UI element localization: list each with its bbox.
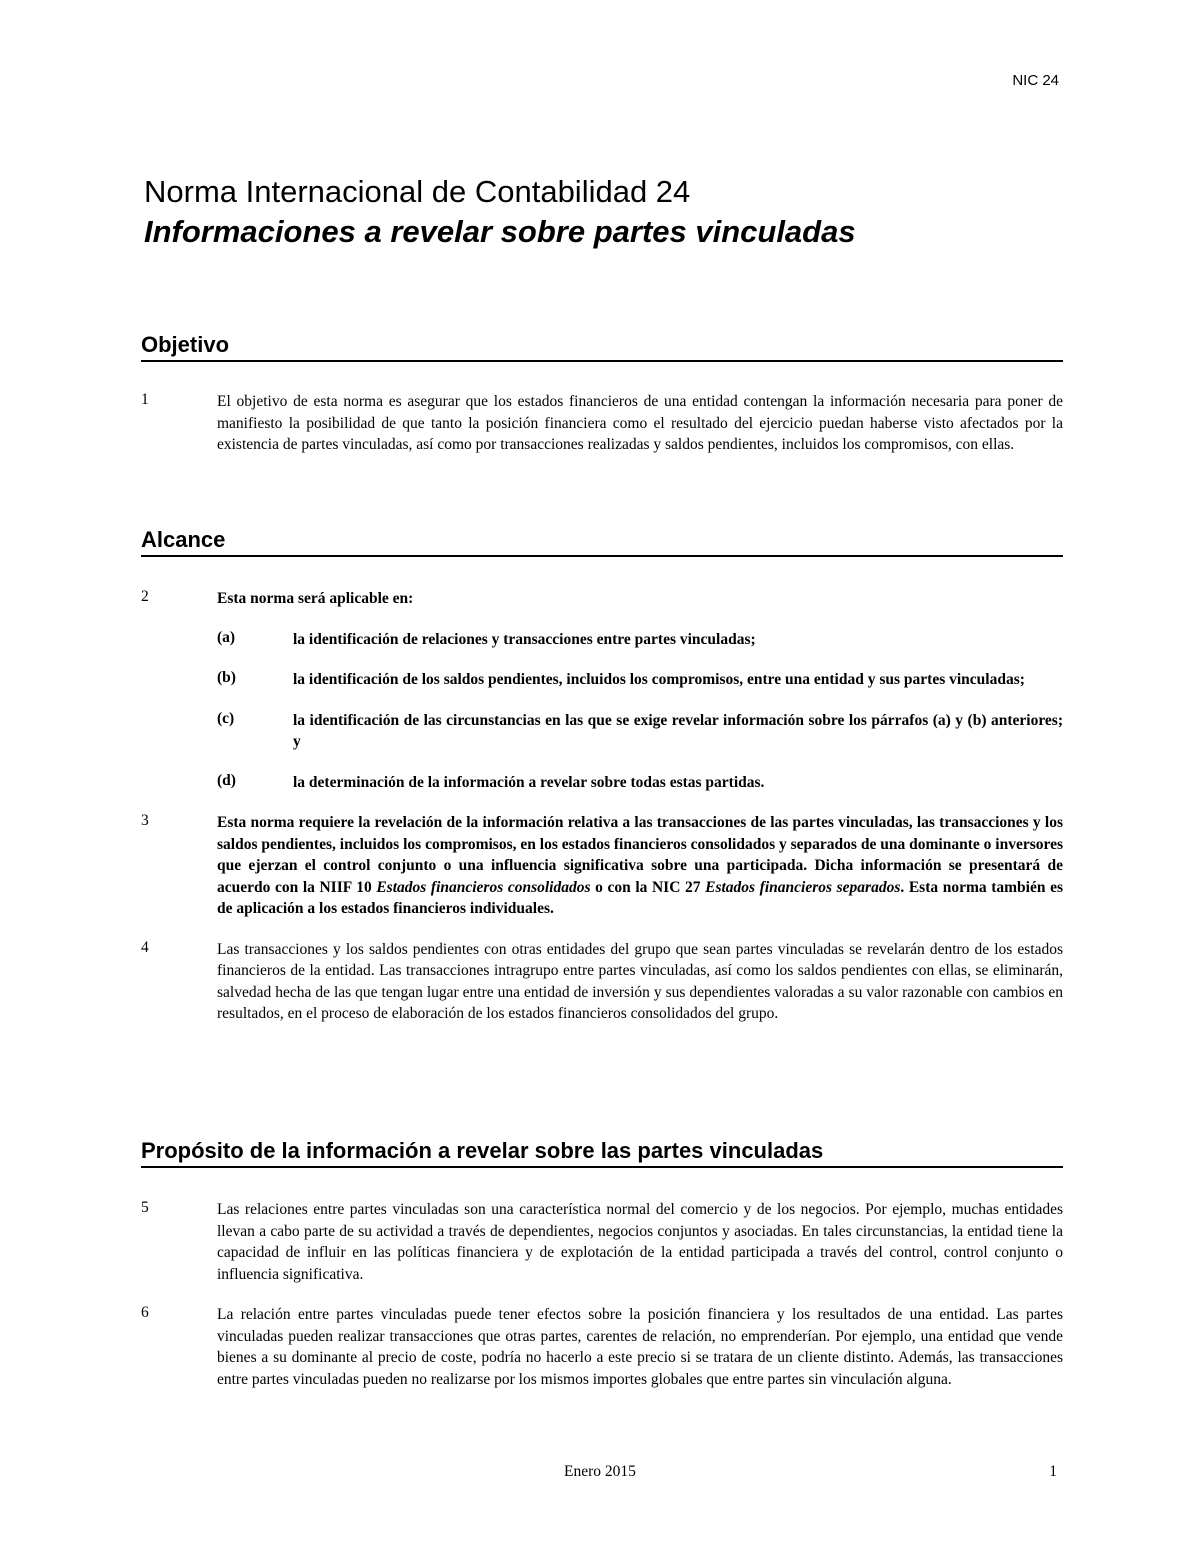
- paragraph-3: [141, 812, 1063, 920]
- paragraph-1: [141, 391, 1063, 456]
- list-item-label: (b): [217, 669, 236, 686]
- list-item-text: la determinación de la información a revelar sobre todas estas partidas.: [293, 773, 765, 791]
- paragraph-5: [141, 1199, 1063, 1285]
- section-alcance: [141, 527, 1063, 1025]
- paragraph-number: 3: [141, 812, 149, 829]
- paragraph-number: 4: [141, 938, 149, 956]
- list-item-text: la identificación de las circunstancias en las que se exige revelar información sobre los párrafos (a) y (b) anteriores; y: [293, 711, 1063, 750]
- list-item-text: la identificación de los saldos pendientes, incluidos los compromisos, entre una entidad y sus partes vinculadas;: [293, 671, 1025, 688]
- paragraph-number: 5: [141, 1199, 149, 1216]
- section-objetivo: [141, 332, 1063, 456]
- paragraph-4: [141, 939, 1063, 1025]
- section-heading-alcance: Alcance: [141, 527, 1063, 557]
- list-item-c: [217, 710, 1063, 753]
- page-number: 1: [1049, 1463, 1057, 1480]
- paragraph-text: Las transacciones y los saldos pendientes con otras entidades del grupo que sean partes vinculadas se revelarán dentro de los estados financieros de la entidad. Las transacciones intragrupo entre partes vinculadas, así como los saldos pendientes con ellas, se eliminarán, salvedad hecha de las que tengan lugar entre una entidad de inversión y sus dependientes valoradas a su valor razonable con cambios en resultados, en el proceso de elaboración de los estados financieros consolidados del grupo.: [217, 940, 1063, 1022]
- paragraph-3-text-c: . Esta norma también es de aplicación a los estados financieros individuales.: [217, 878, 1063, 917]
- section-proposito: [141, 1138, 1063, 1390]
- list-item-label: (c): [217, 709, 235, 727]
- paragraph-3-title-niif10: Estados financieros consolidados: [376, 878, 591, 896]
- paragraph-2: [141, 588, 1063, 610]
- paragraph-3-text-b: o con la NIC 27: [590, 878, 706, 896]
- paragraph-number: 2: [141, 588, 149, 605]
- list-item-label: (d): [217, 771, 236, 789]
- paragraph-number: 1: [141, 391, 149, 408]
- paragraph-text: La relación entre partes vinculadas puede tener efectos sobre la posición financiera y los resultados de una entidad. Las partes vinculadas pueden realizar transacciones que otras partes, carentes de relación, no emprenderían. Por ejemplo, una entidad que vende bienes a su dominante al precio de coste, podría no hacerlo a este precio si se tratara de un cliente distinto. Además, las transacciones entre partes vinculadas pueden no realizarse por los mismos importes globales que entre partes sin vinculación alguna.: [217, 1306, 1063, 1388]
- paragraph-text: Las relaciones entre partes vinculadas son una característica normal del comercio y de los negocios. Por ejemplo, muchas entidades llevan a cabo parte de su actividad a través de dependientes, negocios conjuntos y asociadas. En tales circunstancias, la entidad tiene la capacidad de influir en las políticas financiera y de explotación de la entidad participada a través del control, control conjunto o influencia significativa.: [217, 1201, 1063, 1283]
- paragraph-number: 6: [141, 1304, 149, 1321]
- paragraph-3-title-nic27: Estados financieros separados: [705, 878, 901, 896]
- document-code: NIC 24: [1012, 72, 1059, 89]
- section-heading-objetivo: Objetivo: [141, 332, 1063, 362]
- section-heading-proposito: Propósito de la información a revelar sobre las partes vinculadas: [141, 1138, 1063, 1168]
- paragraph-text: Esta norma será aplicable en:: [217, 590, 414, 607]
- title-block: [144, 172, 1064, 252]
- page-title: Norma Internacional de Contabilidad 24: [144, 174, 691, 209]
- page-subtitle: Informaciones a revelar sobre partes vinculadas: [144, 214, 856, 249]
- paragraph-3-text-a: Esta norma requiere la revelación de la información relativa a las transacciones de las partes vinculadas, las transacciones y los saldos pendientes, incluidos los compromisos, en los estados financieros consolidados y separados de una dominante o inversores que ejerzan el control conjunto o una influencia significativa sobre una participada. Dicha información se presentará de acuerdo con la NIIF 10: [217, 814, 1063, 896]
- paragraph-text: El objetivo de esta norma es asegurar que los estados financieros de una entidad contengan la información necesaria para poner de manifiesto la posibilidad de que tanto la posición financiera como el resultado del ejercicio puedan haberse visto afectados por la existencia de partes vinculadas, así como por transacciones realizadas y saldos pendientes, incluidos los compromisos, con ellas.: [217, 393, 1063, 453]
- paragraph-6: [141, 1304, 1063, 1390]
- list-item-d: [217, 772, 1063, 794]
- footer-date: Enero 2015: [564, 1463, 636, 1480]
- list-item-a: [217, 629, 1063, 651]
- list-item-text: la identificación de relaciones y transacciones entre partes vinculadas;: [293, 630, 756, 648]
- list-item-b: [217, 669, 1063, 691]
- paragraph-text: [217, 812, 1063, 920]
- list-item-label: (a): [217, 628, 236, 646]
